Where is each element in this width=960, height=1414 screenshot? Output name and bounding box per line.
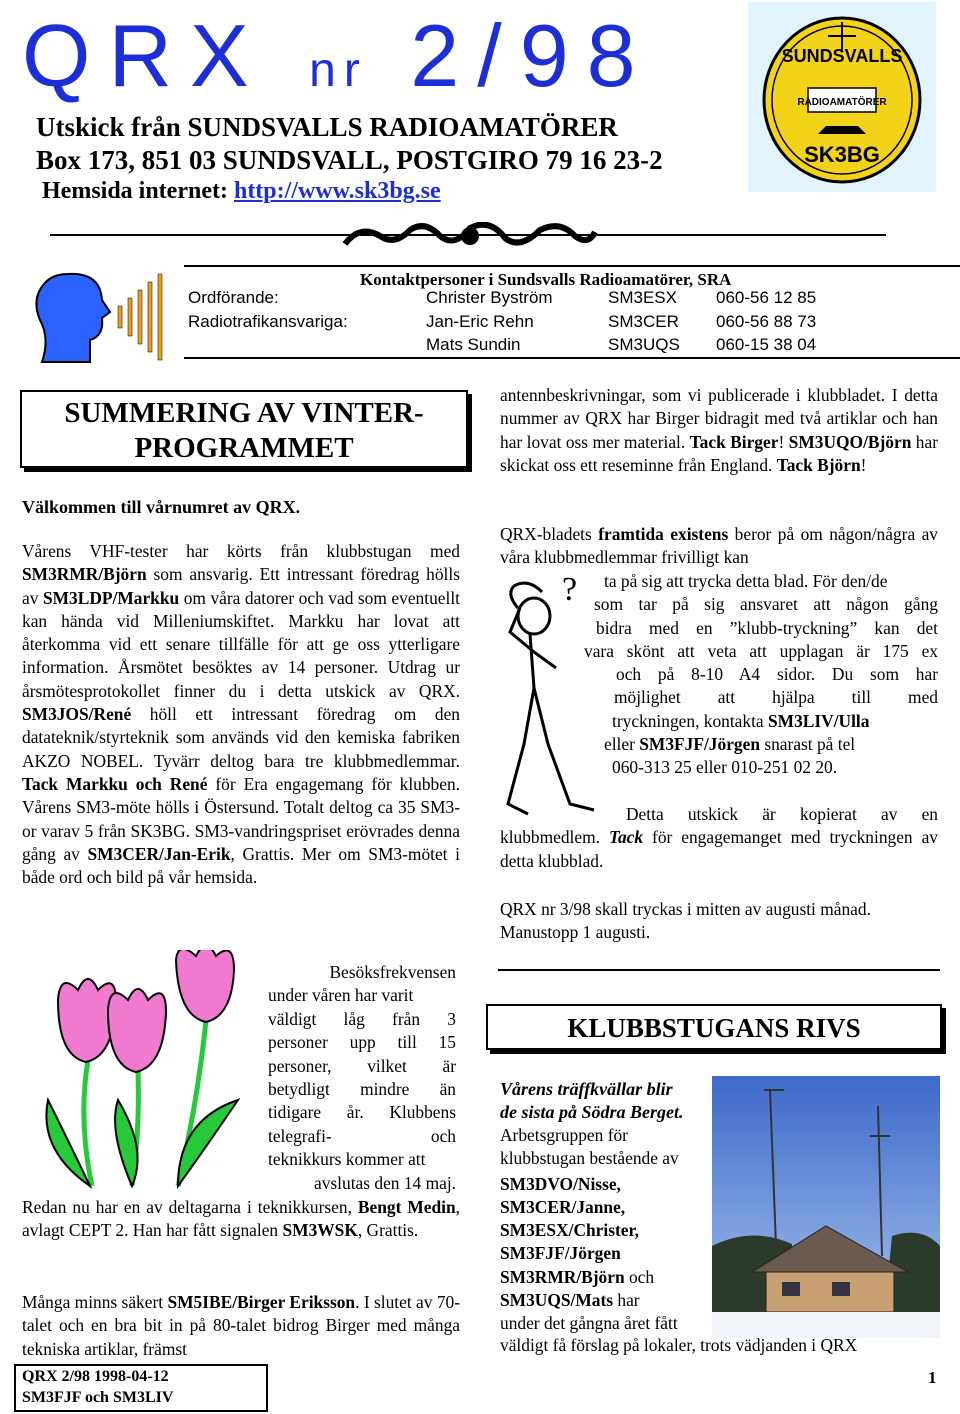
- klubbstugan-text: Arbetsgruppen för klubbstugan bestående av SM3DVO/Nisse, SM3CER/Janne, SM3ESX/Christer, SM3FJF/Jörgen SM3RMR/Björn och SM3UQS/Mats har under det gångna året fått: [500, 1125, 679, 1334]
- speaking-head-icon: [28, 266, 178, 366]
- masthead-line1: Utskick från SUNDSVALLS RADIOAMATÖRER: [36, 112, 618, 142]
- welcome-text: Välkommen till vårnumret av QRX.: [22, 497, 301, 517]
- footer-box: QRX 2/98 1998-04-12 SM3FJF och SM3LIV: [14, 1364, 268, 1412]
- club-logo-icon: [748, 2, 936, 192]
- contact-phone: 060-56 88 73: [716, 312, 817, 331]
- article-antenna: antennbeskrivningar, som vi publicerade i klubbladet. I detta nummer av QRX har Birger bidragit med två artiklar och han har lovat oss mer material. Tack Birger! SM3UQO/Björn har skickat oss ett reseminne från England. Tack Björn!: [500, 385, 938, 475]
- klubbstugan-text-end: väldigt få förslag på lokaler, trots vädjanden i QRX: [500, 1335, 858, 1355]
- article-summering: Vårens VHF-tester har körts från klubbstugan med SM3RMR/Björn som ansvarig. Ett intressant föredrag hölls av SM3LDP/Markku om våra datorer och vad som eventuellt kan hända vid Milleniumskiftet. Markku har lovat att återkomma vid ett senare tillfälle för att ge oss ytterligare information. Årsmötet besöktes av 14 personer. Utdrag ur årsmötesprotokollet finner du i detta utskick av QRX. SM3JOS/René höll ett intressant föredrag om den datateknik/styrteknik som används vid den kemiska fabriken AKZO NOBEL. Tyvärr deltog bara tre klubbmedlemmar. Tack Markku och René för Era engagemang för klubben. Vårens SM3-möte hölls i Östersund. Totalt deltog ca 35 SM3-or varav 5 från SK3BG. SM3-vandringspriset erövrades denna gång av SM3CER/Jan-Erik, Grattis. Mer om SM3-mötet i både ord och bild på vår hemsida.: [22, 541, 460, 888]
- headline-klubbstugan: KLUBBSTUGANS RIVS: [486, 1004, 942, 1050]
- next-issue-text: QRX nr 3/98 skall tryckas i mitten av augusti månad. Manustopp 1 augusti.: [500, 899, 871, 943]
- contact-role: Radiotrafikansvariga:: [188, 312, 348, 331]
- masthead-line3: Hemsida internet: http://www.sk3bg.se: [42, 178, 441, 204]
- masthead-line2: Box 173, 851 03 SUNDSVALL, POSTGIRO 79 16 23-2: [36, 145, 663, 175]
- article-future-intro: QRX-bladets framtida existens beror på om någon/några av våra klubbmedlemmar frivilligt kan: [500, 524, 938, 568]
- logo-bottom-text: SK3BG: [804, 142, 880, 167]
- contact-name: Mats Sundin: [426, 335, 521, 354]
- decorative-divider: [50, 222, 886, 252]
- logo-mid-text: RADIOAMATÖRER: [797, 97, 887, 108]
- contact-name: Christer Byström: [426, 288, 553, 307]
- logo-top-text: SUNDSVALLS: [781, 46, 903, 66]
- contact-call: SM3UQS: [608, 335, 680, 354]
- decorative-scroll-icon: [340, 222, 600, 252]
- klubbstugan-subhead: Vårens träffkvällar blir de sista på Södra Berget.: [500, 1079, 684, 1122]
- contact-name: Jan-Eric Rehn: [426, 312, 534, 331]
- article-cept: Redan nu har en av deltagarna i teknikkursen, Bengt Medin, avlagt CEPT 2. Han har fått signalen SM3WSK, Grattis.: [22, 1197, 461, 1241]
- contact-phone: 060-15 38 04: [716, 335, 817, 354]
- contact-role: Ordförande:: [188, 288, 279, 307]
- svg-text:?: ?: [562, 571, 578, 608]
- homepage-link[interactable]: http://www.sk3bg.se: [233, 178, 441, 204]
- contact-call: SM3ESX: [608, 288, 677, 307]
- clubhouse-photo: [712, 1076, 940, 1338]
- logo-background: [748, 2, 936, 192]
- contacts-heading: Kontaktpersoner i Sundsvalls Radioamatörer, SRA: [360, 270, 732, 289]
- visits-text: Besöksfrekvensen under våren har varit väldigt låg från 3 personer upp till 15 personer, vilket är betydligt mindre än tidigare år. Klubbens telegrafi- och teknikkurs kommer att avslutas den 14 maj.: [268, 962, 456, 1193]
- contacts-box: [184, 265, 960, 359]
- column-divider: [498, 969, 940, 971]
- masthead-title: QRX nr 2/98: [22, 6, 654, 105]
- article-future-body: ta på sig att trycka detta blad. För den/de som tar på sig ansvaret att någon gång bidra med en ”klubb-tryckning” kan det vara skönt att veta att upplagan är 175 ex och på 8-10 A4 sidor. Du som har möjlighet att hjälpa till med tryckningen, kontakta SM3LIV/Ulla eller SM3FJF/Jörgen snarast på tel 060-313 25 eller 010-251 02 20.: [584, 571, 938, 778]
- article-birger: Många minns säkert SM5IBE/Birger Eriksson. I slutet av 70-talet och en bra bit in på 80-talet bidrog Birger med många tekniska artiklar, främst: [22, 1292, 461, 1359]
- tulips-icon: [28, 950, 264, 1190]
- page-number: 1: [928, 1368, 937, 1387]
- headline-summering: SUMMERING AV VINTER- PROGRAMMET: [20, 390, 468, 468]
- contact-call: SM3CER: [608, 312, 679, 331]
- article-copy: Detta utskick är kopierat av en klubbmedlem. Tack för engagemanget med tryckningen av detta klubblad.: [500, 804, 938, 871]
- contact-phone: 060-56 12 85: [716, 288, 817, 307]
